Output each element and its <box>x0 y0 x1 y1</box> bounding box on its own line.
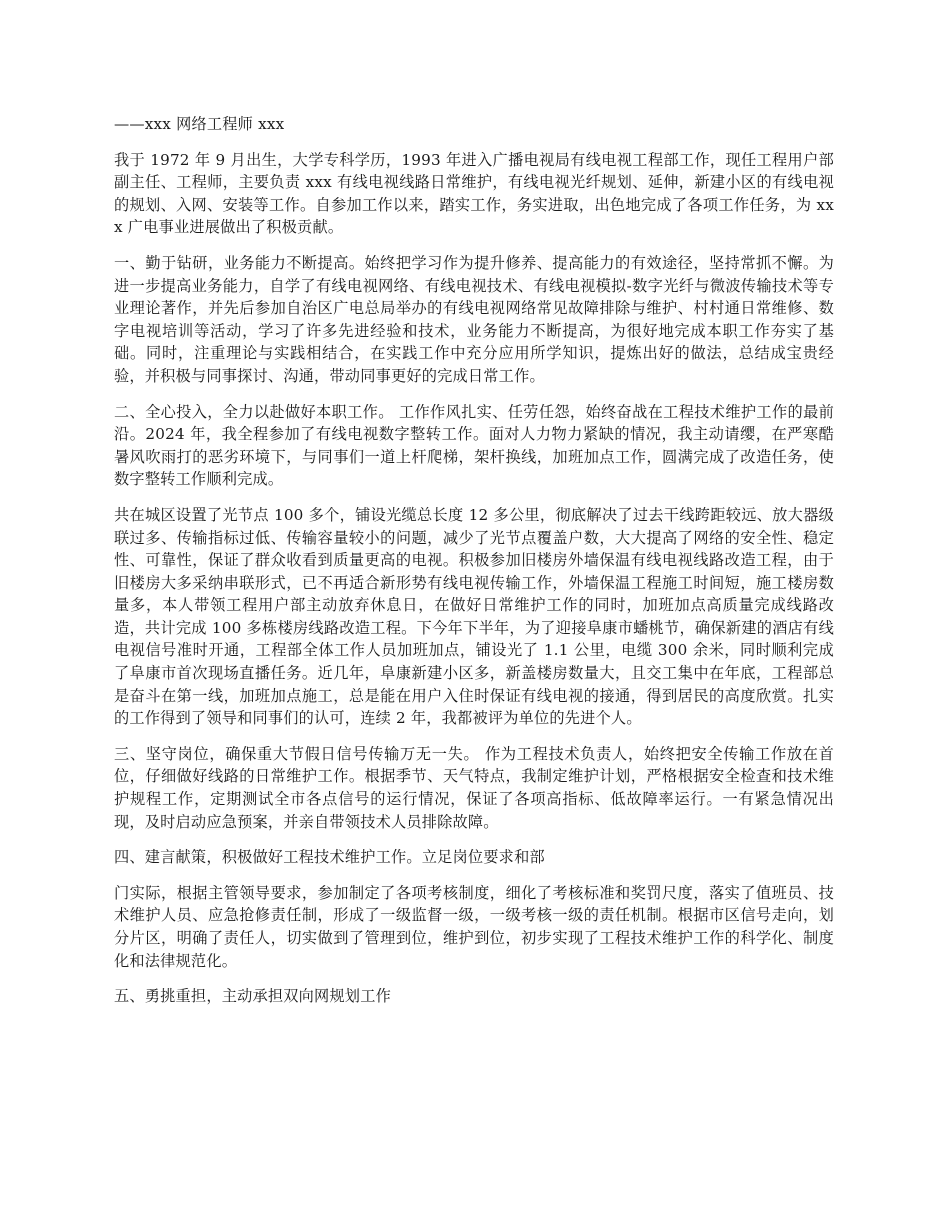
document-body <box>114 113 834 1021</box>
author-signature: ——xxx 网络工程师 xxx <box>114 115 285 133</box>
paragraph-intro: 我于 1972 年 9 月出生，大学专科学历，1993 年进入广播电视局有线电视工程部工作，现任工程用户部副主任、工程师，主要负责 xxx 有线电视线路日常维护，有线电视光纤规划、延伸，新建小区的有线电视的规划、入网、安装等工作。自参加工作以来，踏实工作，务实进取，出色地完成了各项工作任务，为 xxx 广电事业进展做出了积极贡献。 <box>114 150 834 237</box>
paragraph-section-1: 一、勤于钻研，业务能力不断提高。始终把学习作为提升修养、提高能力的有效途径，坚持常抓不懈。为进一步提高业务能力，自学了有线电视网络、有线电视技术、有线电视模拟-数字光纤与微波传输技术等专业理论著作，并先后参加自治区广电总局举办的有线电视网络常见故障排除与维护、村村通日常维修、数字电视培训等活动，学习了许多先进经验和技术，业务能力不断提高，为很好地完成本职工作夯实了基础。同时，注重理论与实践相结合，在实践工作中充分应用所学知识，提炼出好的做法，总结成宝贵经验，并积极与同事探讨、沟通，带动同事更好的完成日常工作。 <box>114 253 834 385</box>
paragraph-section-2: 二、全心投入，全力以赴做好本职工作。 工作作风扎实、任劳任怨，始终奋战在工程技术维护工作的最前沿。2024 年，我全程参加了有线电视数字整转工作。面对人力物力紧缺的情况，我主动请缨，在严寒酷暑风吹雨打的恶劣环境下，与同事们一道上杆爬梯，架杆换线，加班加点工作，圆满完成了改造任务，使数字整转工作顺利完成。 <box>114 402 834 489</box>
paragraph-section-4-heading: 四、建言献策，积极做好工程技术维护工作。立足岗位要求和部 <box>114 848 545 867</box>
paragraph-section-3: 三、坚守岗位，确保重大节假日信号传输万无一失。 作为工程技术负责人，始终把安全传输工作放在首位，仔细做好线路的日常维护工作。根据季节、天气特点，我制定维护计划，严格根据安全检查和技术维护规程工作，定期测试全市各点信号的运行情况，保证了各项高指标、低故障率运行。一有紧急情况出现，及时启动应急预案，并亲自带领技术人员排除故障。 <box>114 744 834 831</box>
paragraph-section-2-continued: 共在城区设置了光节点 100 多个，铺设光缆总长度 12 多公里，彻底解决了过去干线跨距较远、放大器级联过多、传输指标过低、传输容量较小的问题，减少了光节点覆盖户数，大大提高了网络的安全性、稳定性、可靠性，保证了群众收看到质量更高的电视。积极参加旧楼房外墙保温有线电视线路改造工程，由于旧楼房大多采纳串联形式，已不再适合新形势有线电视传输工作，外墙保温工程施工时间短，施工楼房数量多，本人带领工程用户部主动放弃休息日，在做好日常维护工作的同时，加班加点高质量完成线路改造，共计完成 100 多栋楼房线路改造工程。下今年下半年，为了迎接阜康市蟠桃节，确保新建的酒店有线电视信号准时开通，工程部全体工作人员加班加点，铺设光了 1.1 公里，电缆 300 余米，同时顺利完成了阜康市首次现场直播任务。近几年，阜康新建小区多，新盖楼房数量大，且交工集中在年底，工程部总是奋斗在第一线，加班加点施工，总是能在用户入住时保证有线电视的接通，得到居民的高度欣赏。扎实的工作得到了领导和同事们的认可，连续 2 年，我都被评为单位的先进个人。 <box>114 505 834 728</box>
paragraph-section-5-heading: 五、勇挑重担，主动承担双向网规划工作 <box>114 987 391 1006</box>
paragraph-section-4-body: 门实际，根据主管领导要求，参加制定了各项考核制度，细化了考核标准和奖罚尺度，落实了值班员、技术维护人员、应急抢修责任制，形成了一级监督一级，一级考核一级的责任机制。根据市区信号走向，划分片区，明确了责任人，切实做到了管理到位，维护到位，初步实现了工程技术维护工作的科学化、制度化和法律规范化。 <box>114 883 834 970</box>
